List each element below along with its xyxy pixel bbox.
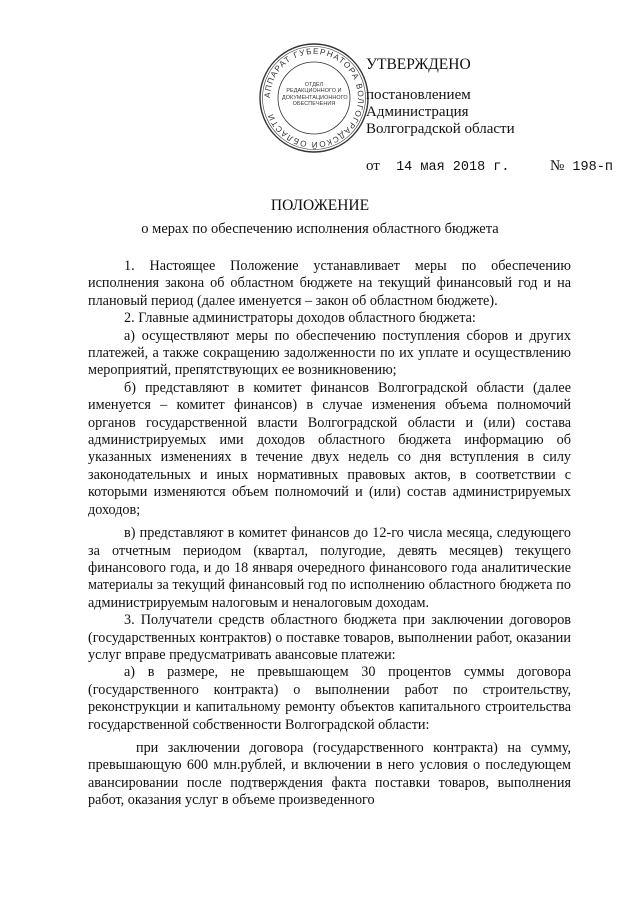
- svg-text:АППАРАТ ГУБЕРНАТОРА ВОЛГОГРАДС: АППАРАТ ГУБЕРНАТОРА ВОЛГОГРАДСКОЙ ОБЛАСТИ: [262, 46, 366, 150]
- paragraph-3: 3. Получатели средств областного бюджета при заключении договоров (государственных контрактов) о поставке товаров, выполнении работ, оказании услуг вправе предусматривать авансовые платежи:: [88, 612, 571, 663]
- approval-line-1: постановлением: [366, 87, 471, 103]
- paragraph-3a-cont: при заключении договора (государственного контракта) на сумму, превышающую 600 млн.рублей, и включении в него условия о последующем авансировании после подтверждения факта поставки товаров, выполнения работ, оказания услуг в объеме произведенного: [88, 739, 571, 809]
- approval-title: УТВЕРЖДЕНО: [366, 56, 471, 73]
- approval-line-3: Волгоградской области: [366, 121, 515, 137]
- paragraph-1: 1. Настоящее Положение устанавливает меры по обеспечению исполнения закона об областном бюджете на текущий финансовый год и на плановый период (далее именуется – закон об областном бюджете).: [88, 258, 571, 309]
- approval-line-2: Администрация: [366, 104, 469, 120]
- number-sign: №: [550, 158, 565, 174]
- document-body: [88, 258, 571, 810]
- official-stamp: [258, 42, 370, 154]
- document-title: ПОЛОЖЕНИЕ: [270, 197, 370, 214]
- paragraph-2a: а) осуществляют меры по обеспечению поступления сборов и других платежей, а также сокращению задолженности по их уплате и осуществлению мероприятий, препятствующих ее возникновению;: [88, 327, 571, 379]
- paragraph-2: 2. Главные администраторы доходов областного бюджета:: [124, 310, 476, 327]
- paragraph-3a: а) в размере, не превышающем 30 процентов суммы договора (государственного контракта) о выполнении работ по строительству, реконструкции и капитальному ремонту объектов капитального строительства государственной собственности Волгоградской области:: [88, 664, 571, 733]
- date-prefix: от: [366, 158, 380, 174]
- approval-block: [366, 56, 613, 176]
- document-subtitle: о мерах по обеспечению исполнения областного бюджета: [141, 221, 499, 237]
- approval-date: 14 мая 2018 г.: [396, 160, 510, 175]
- approval-number: 198-п: [572, 160, 613, 175]
- paragraph-2b: б) представляют в комитет финансов Волгоградской области (далее именуется – комитет финансов) в случае изменения объема полномочий органов государственной власти Волгоградской области и (или) состава администрируемых ими доходов областного бюджета информацию об указанных изменениях в течение двух недель со дня вступления в силу законодательных и иных нормативных правовых актов, в соответствии с которыми изменяются объем полномочий и (или) состав администрируемых доходов;: [88, 379, 571, 518]
- paragraph-2c: в) представляют в комитет финансов до 12-го числа месяца, следующего за отчетным периодом (квартал, полугодие, девять месяцев) текущего финансового года, и до 18 января очередного финансового года аналитические материалы за текущий финансовый год по исполнению областного бюджета по администрируемым налоговым и неналоговым доходам.: [88, 525, 571, 611]
- stamp-center-text: ОТДЕЛ РЕДАКЦИОННОГО И ДОКУМЕНТАЦИОННОГО ОБЕСПЕЧЕНИЯ: [282, 82, 348, 108]
- approval-date-row: [366, 158, 613, 176]
